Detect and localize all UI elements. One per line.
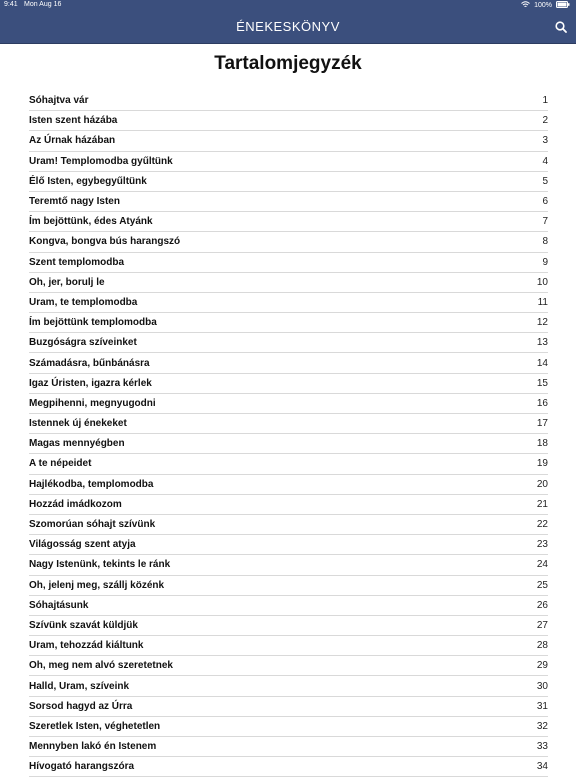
song-number: 13 [536, 337, 548, 349]
song-number: 34 [536, 761, 548, 773]
song-title: Oh, jer, borulj le [29, 276, 105, 288]
song-number: 12 [536, 317, 548, 329]
song-number: 4 [542, 155, 548, 167]
list-item[interactable] [29, 414, 548, 434]
list-item[interactable] [29, 273, 548, 293]
song-title: Élő Isten, egybegyűltünk [29, 175, 147, 187]
list-item[interactable] [29, 596, 548, 616]
list-item[interactable] [29, 636, 548, 656]
song-title: Szomorúan sóhajt szívünk [29, 519, 156, 531]
song-title: Oh, jelenj meg, szállj közénk [29, 579, 165, 591]
song-title: Ím bejöttünk, édes Atyánk [29, 216, 153, 228]
song-title: Szívünk szavát küldjük [29, 619, 138, 631]
song-title: Sorsod hagyd az Úrra [29, 700, 133, 712]
song-title: Megpihenni, megnyugodni [29, 397, 156, 409]
list-item[interactable] [29, 91, 548, 111]
song-number: 22 [536, 519, 548, 531]
status-bar [0, 0, 576, 12]
song-title: Szent templomodba [29, 256, 125, 268]
status-right [521, 1, 570, 10]
song-title: Istennek új énekeket [29, 418, 127, 430]
song-title: Ím bejöttünk templomodba [29, 317, 157, 329]
song-title: Az Úrnak házában [29, 135, 116, 147]
song-title: Buzgóságra szíveinket [29, 337, 137, 349]
list-item[interactable] [29, 535, 548, 555]
song-number: 18 [536, 438, 548, 450]
song-title: Magas mennyégben [29, 438, 125, 450]
song-title: Teremtő nagy Isten [29, 196, 120, 208]
list-item[interactable] [29, 232, 548, 252]
song-number: 3 [542, 135, 548, 147]
list-item[interactable] [29, 333, 548, 353]
list-item[interactable] [29, 616, 548, 636]
song-number: 32 [536, 720, 548, 732]
song-title: Isten szent házába [29, 115, 118, 127]
list-item[interactable] [29, 374, 548, 394]
song-number: 6 [542, 196, 548, 208]
list-item[interactable] [29, 717, 548, 737]
list-item[interactable] [29, 656, 548, 676]
song-title: Halld, Uram, szíveink [29, 680, 130, 692]
song-title: Világosság szent atyja [29, 539, 136, 551]
song-title: Uram! Templomodba gyűltünk [29, 155, 173, 167]
list-item[interactable] [29, 475, 548, 495]
song-number: 15 [536, 377, 548, 389]
song-title: Uram, te templomodba [29, 296, 138, 308]
song-number: 27 [536, 619, 548, 631]
list-item[interactable] [29, 131, 548, 151]
list-item[interactable] [29, 353, 548, 373]
song-title: A te népeidet [29, 458, 92, 470]
song-title: Szeretlek Isten, véghetetlen [29, 720, 161, 732]
song-number: 29 [536, 660, 548, 672]
song-number: 14 [536, 357, 548, 369]
song-title: Számadásra, bűnbánásra [29, 357, 150, 369]
song-title: Igaz Úristen, igazra kérlek [29, 377, 152, 389]
list-item[interactable] [29, 454, 548, 474]
song-number: 23 [536, 539, 548, 551]
list-item[interactable] [29, 212, 548, 232]
list-item[interactable] [29, 111, 548, 131]
song-list [29, 91, 548, 777]
song-number: 24 [536, 559, 548, 571]
list-item[interactable] [29, 555, 548, 575]
song-title: Oh, meg nem alvó szeretetnek [29, 660, 173, 672]
song-number: 20 [536, 478, 548, 490]
wifi-icon [521, 1, 530, 10]
song-title: Uram, tehozzád kiáltunk [29, 640, 144, 652]
list-item[interactable] [29, 697, 548, 717]
list-item[interactable] [29, 576, 548, 596]
song-number: 30 [536, 680, 548, 692]
search-icon[interactable] [555, 20, 567, 32]
battery-icon [556, 1, 570, 10]
battery-percent: 100% [534, 2, 552, 9]
song-number: 17 [536, 418, 548, 430]
song-number: 8 [542, 236, 548, 248]
list-item[interactable] [29, 757, 548, 777]
song-number: 5 [542, 175, 548, 187]
song-title: Kongva, bongva bús harangszó [29, 236, 181, 248]
song-title: Hajlékodba, templomodba [29, 478, 154, 490]
song-number: 16 [536, 397, 548, 409]
song-number: 2 [542, 115, 548, 127]
song-number: 11 [537, 296, 548, 308]
song-number: 28 [536, 640, 548, 652]
song-number: 31 [536, 700, 548, 712]
list-item[interactable] [29, 253, 548, 273]
app-title: ÉNEKESKÖNYV [236, 19, 340, 34]
song-title: Sóhajtva vár [29, 95, 89, 107]
song-title: Mennyben lakó én Istenem [29, 741, 157, 753]
list-item[interactable] [29, 515, 548, 535]
song-number: 1 [542, 95, 548, 107]
song-title: Nagy Istenünk, tekints le ránk [29, 559, 171, 571]
list-item[interactable] [29, 192, 548, 212]
song-number: 33 [536, 741, 548, 753]
list-item[interactable] [29, 313, 548, 333]
song-number: 19 [536, 458, 548, 470]
list-item[interactable] [29, 172, 548, 192]
song-number: 10 [536, 276, 548, 288]
song-title: Hozzád imádkozom [29, 498, 122, 510]
list-item[interactable] [29, 495, 548, 515]
list-item[interactable] [29, 737, 548, 757]
status-date: Mon Aug 16 [24, 1, 62, 8]
list-item[interactable] [29, 293, 548, 313]
nav-bar [0, 12, 576, 44]
list-item[interactable] [29, 152, 548, 172]
list-item[interactable] [29, 394, 548, 414]
song-title: Sóhajtásunk [29, 599, 89, 611]
page-title: Tartalomjegyzék [214, 53, 362, 74]
song-number: 25 [536, 579, 548, 591]
list-item[interactable] [29, 434, 548, 454]
song-number: 26 [536, 599, 548, 611]
song-number: 7 [542, 216, 548, 228]
list-item[interactable] [29, 676, 548, 696]
song-number: 21 [536, 498, 548, 510]
song-number: 9 [542, 256, 548, 268]
status-time: 9:41 [4, 1, 18, 8]
song-title: Hívogató harangszóra [29, 761, 135, 773]
